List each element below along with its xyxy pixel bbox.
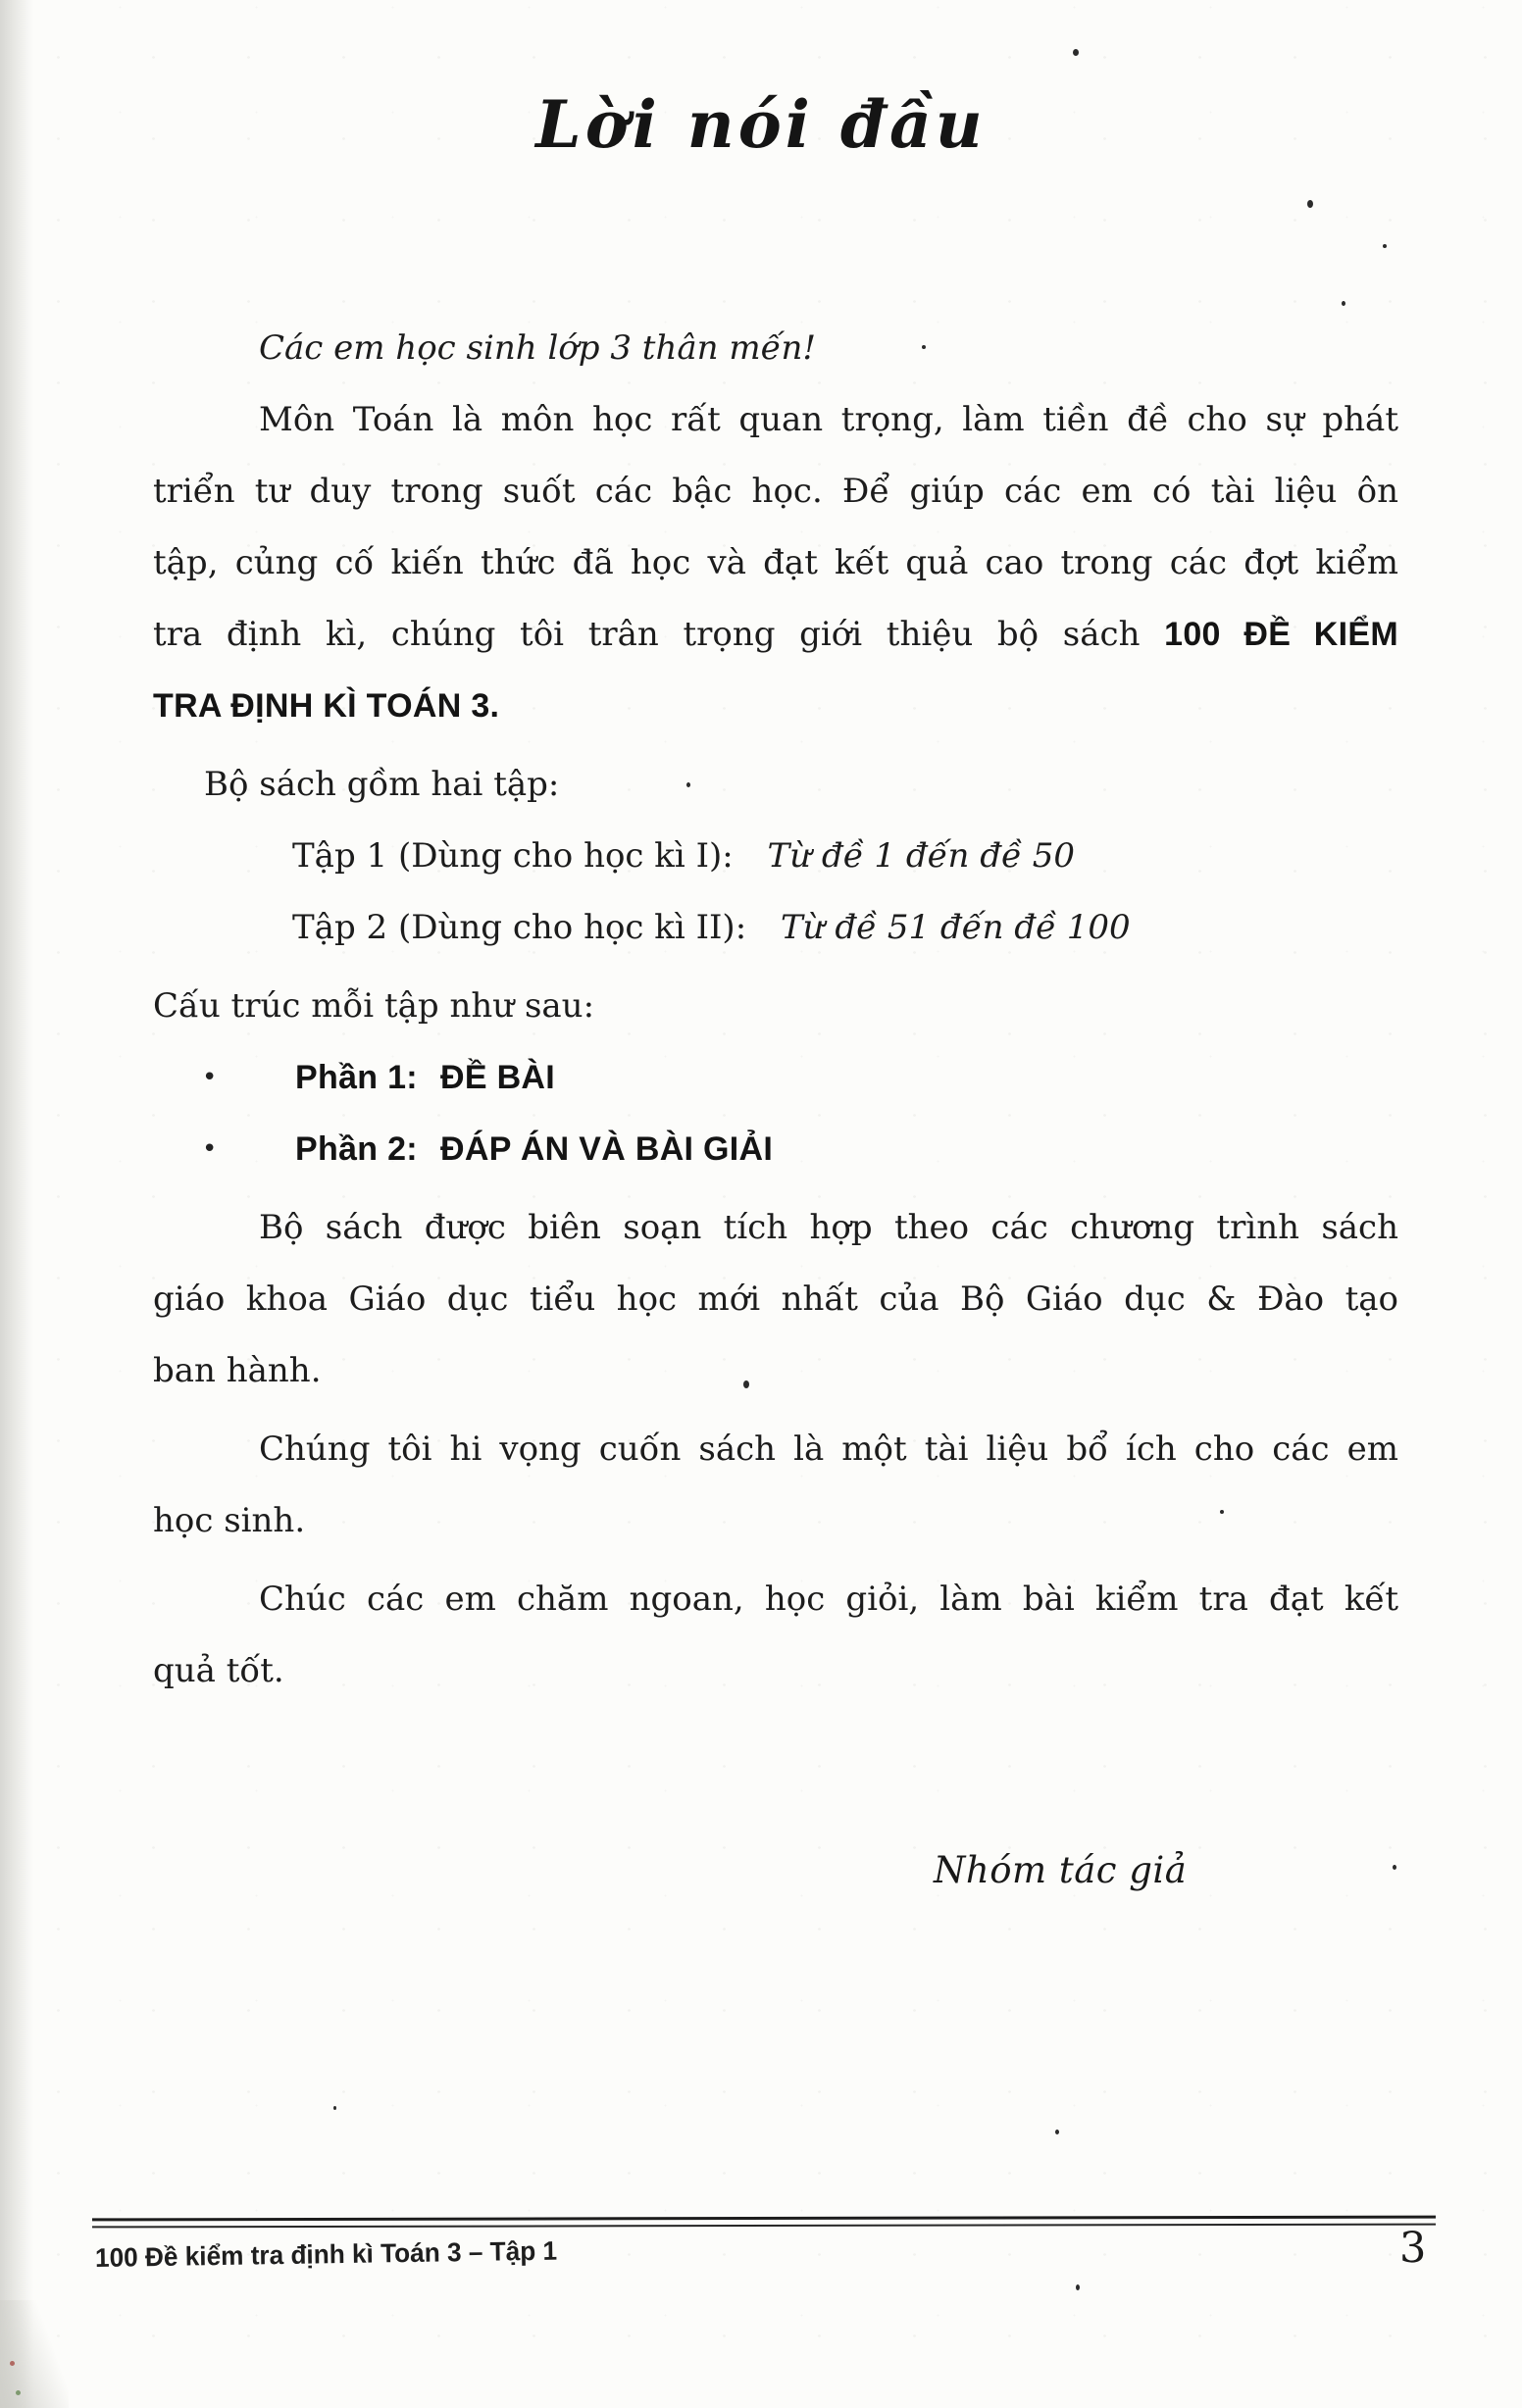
scan-speck — [922, 345, 926, 349]
scan-speck — [1383, 244, 1387, 248]
para-4-line-2: quả tốt. — [153, 1651, 284, 1690]
scan-speck — [1073, 49, 1079, 56]
bullet-icon: • — [202, 1063, 218, 1092]
scan-speck — [1307, 200, 1313, 208]
volume-1-line — [153, 821, 1398, 892]
structure-intro: Cấu trúc mỗi tập như sau: — [153, 986, 595, 1026]
intro-line-4 — [153, 599, 1398, 671]
scan-speck — [1342, 301, 1345, 306]
part-1-line — [153, 1042, 1398, 1114]
intro-line-3: tập, củng cố kiến thức đã học và đạt kết quả cao trong các đợt kiểm — [153, 543, 1398, 582]
volume-2-label: Tập 2 (Dùng cho học kì II): — [292, 908, 747, 947]
scan-speck — [1055, 2130, 1059, 2134]
footer-rule — [92, 2216, 1436, 2229]
part-2-label: Phần 2: — [295, 1130, 418, 1168]
scan-speck — [686, 782, 690, 787]
part-1-title: ĐỀ BÀI — [440, 1059, 556, 1096]
series-title-part-1: 100 ĐỀ KIỂM — [1164, 616, 1398, 653]
part-2-title: ĐÁP ÁN VÀ BÀI GIẢI — [440, 1130, 774, 1168]
page-number: 3 — [1399, 2224, 1427, 2273]
para-2-line-2: giáo khoa Giáo dục tiểu học mới nhất của Bộ Giáo dục & Đào tạo — [153, 1279, 1398, 1319]
volumes-intro: Bộ sách gồm hai tập: — [204, 765, 560, 804]
part-1-label: Phần 1: — [295, 1059, 418, 1096]
salutation-line: Các em học sinh lớp 3 thân mến! — [259, 328, 817, 368]
para-3-line-1: Chúng tôi hi vọng cuốn sách là một tài liệu bổ ích cho các em — [259, 1430, 1398, 1469]
scan-edge-shadow — [0, 0, 33, 2408]
preface-content — [153, 313, 1398, 1707]
part-2-line — [153, 1114, 1398, 1185]
volume-2-range: Từ đề 51 đến đề 100 — [780, 908, 1131, 947]
volume-1-range: Từ đề 1 đến đề 50 — [767, 836, 1076, 876]
scan-corner-shadow — [0, 2300, 69, 2408]
para-2-line-1: Bộ sách được biên soạn tích hợp theo các chương trình sách — [259, 1208, 1398, 1247]
scan-speck — [333, 2106, 336, 2110]
scan-speck — [16, 2390, 21, 2395]
intro-line-1: Môn Toán là môn học rất quan trọng, làm tiền đề cho sự phát — [259, 400, 1398, 439]
scan-speck — [743, 1380, 749, 1388]
series-title-part-2: TRA ĐỊNH KÌ TOÁN 3. — [153, 687, 500, 725]
scan-speck — [1220, 1510, 1224, 1514]
author-signature: Nhóm tác giả — [934, 1849, 1188, 1891]
intro-line-4-regular: tra định kì, chúng tôi trân trọng giới thiệu bộ sách — [153, 615, 1141, 654]
para-3-line-2: học sinh. — [153, 1501, 306, 1540]
bullet-icon: • — [202, 1134, 218, 1164]
para-4-line-1: Chúc các em chăm ngoan, học giỏi, làm bài kiểm tra đạt kết — [259, 1580, 1398, 1619]
scan-speck — [1076, 2284, 1080, 2290]
scan-speck — [1393, 1865, 1396, 1870]
volume-2-line — [153, 892, 1398, 964]
intro-line-2: triển tư duy trong suốt các bậc học. Để giúp các em có tài liệu ôn — [153, 472, 1398, 511]
para-2-line-3: ban hành. — [153, 1351, 322, 1390]
volume-1-label: Tập 1 (Dùng cho học kì I): — [292, 836, 734, 876]
scan-speck — [10, 2361, 15, 2366]
page-title: Lời nói đầu — [535, 86, 987, 163]
footer-book-title: 100 Đề kiểm tra định kì Toán 3 – Tập 1 — [94, 2235, 558, 2273]
